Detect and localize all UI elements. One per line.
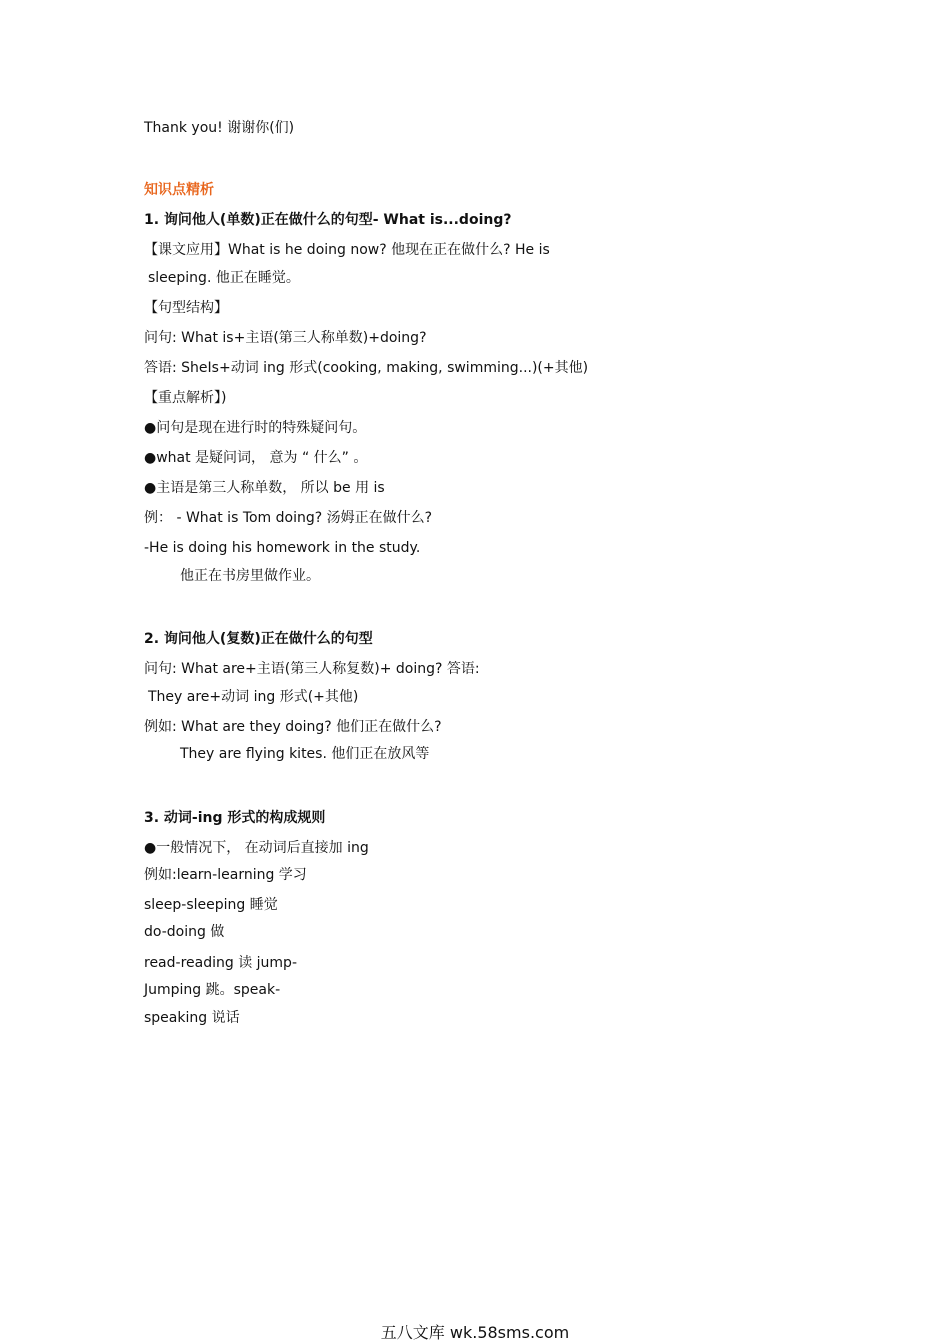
bullet-point: ●问句是现在进行时的特殊疑问句。 [144,420,367,436]
text-line: sleep-sleeping 睡觉 [144,897,278,913]
example-translation: 他正在书房里做作业。 [180,568,320,584]
text-line: ●一般情况下， 在动词后直接加 ing [144,840,369,856]
example-line: -He is doing his homework in the study. [144,540,421,556]
text-line: 例如: What are they doing? 他们正在做什么? [144,719,442,735]
section-2-heading: 2. 询问他人(复数)正在做什么的句型 [144,631,373,647]
section-3-heading: 3. 动词-ing 形式的构成规则 [144,810,326,826]
text-line: 问句: What are+主语(第三人称复数)+ doing? 答语: [144,661,480,677]
text-line: speaking 说话 [144,1010,240,1026]
text-line: They are flying kites. 他们正在放风等 [180,746,430,762]
structure-label: 【句型结构】 [144,300,228,316]
text-line: They are+动词 ing 形式(+其他) [148,689,359,705]
application-line-1: 【课文应用】What is he doing now? 他现在正在做什么? He is [144,242,550,258]
section-1-heading: 1. 询问他人(单数)正在做什么的句型- What is...doing? [144,212,512,228]
key-analysis-label: 【重点解析】) [144,390,227,406]
application-line-2: sleeping. 他正在睡觉。 [148,270,300,286]
text-line: 例如:learn-learning 学习 [144,867,307,883]
bullet-point: ●what 是疑问词， 意为 “ 什么” 。 [144,450,368,466]
text-line: do-doing 做 [144,924,225,940]
thank-you-line: Thank you! 谢谢你(们) [144,120,295,136]
section-title: 知识点精析 [144,182,214,198]
text-line: read-reading 读 jump- [144,955,297,971]
question-pattern: 问句: What is+主语(第三人称单数)+doing? [144,330,427,346]
text-line: Jumping 跳。speak- [144,982,281,998]
example-line: 例： - What is Tom doing? 汤姆正在做什么? [144,510,433,526]
footer-watermark: 五八文库 wk.58sms.com [380,1323,570,1342]
bullet-point: ●主语是第三人称单数， 所以 be 用 is [144,480,385,496]
answer-pattern: 答语: SheIs+动词 ing 形式(cooking, making, swimming...)(+其他) [144,360,589,376]
